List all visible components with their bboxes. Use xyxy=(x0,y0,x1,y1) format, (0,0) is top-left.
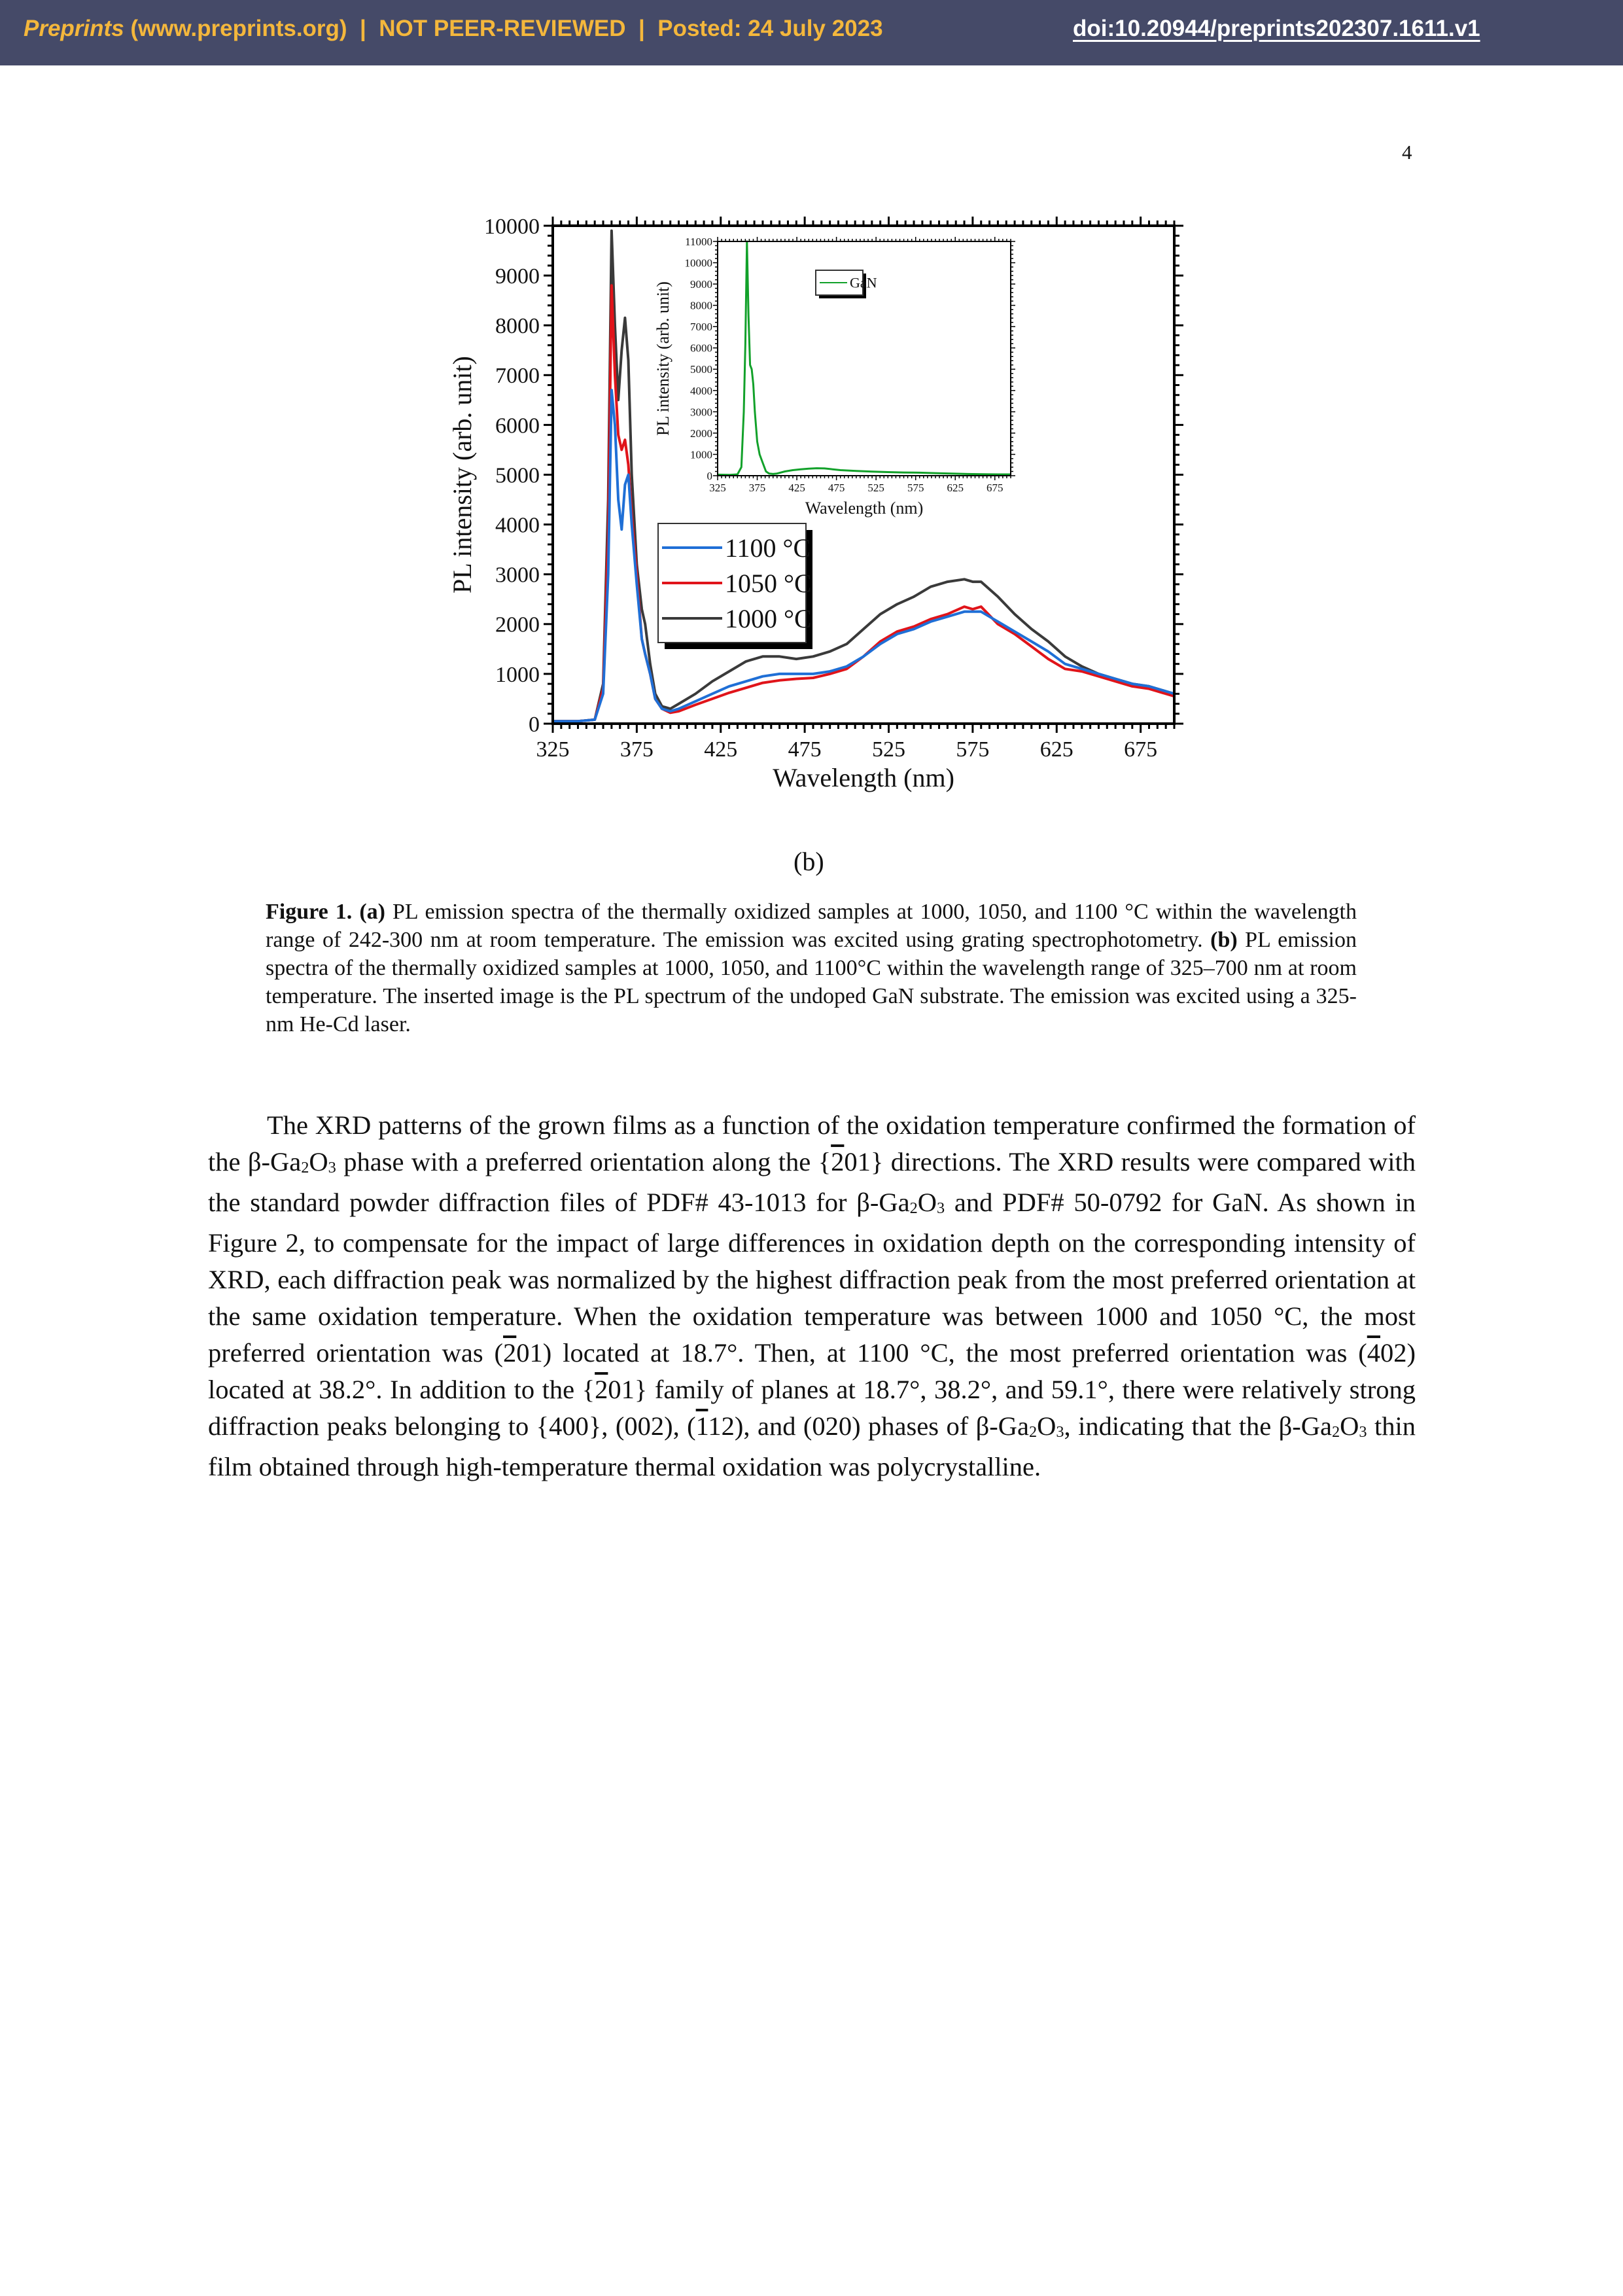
banner-status: (www.preprints.org) | NOT PEER-REVIEWED | Posted: 24 July 2023 xyxy=(124,16,883,41)
caption-part-a-label: (a) xyxy=(359,900,385,924)
text-run: O xyxy=(1037,1411,1056,1441)
y-tick-label: 10000 xyxy=(684,256,712,270)
x-tick-label: 675 xyxy=(1124,737,1158,762)
text-run: O xyxy=(917,1188,937,1217)
x-tick-label: 625 xyxy=(1039,737,1073,762)
y-tick-label: 1000 xyxy=(495,662,540,687)
y-tick-label: 8000 xyxy=(690,299,712,312)
caption-label: Figure 1. xyxy=(266,900,353,924)
x-tick-label: 625 xyxy=(947,482,964,494)
y-tick-label: 4000 xyxy=(690,384,712,397)
text-run: The XRD patterns of the grown films as a function of the oxidation temperature confirmed the formation of the β-Ga xyxy=(208,1110,1416,1176)
x-tick-label: 325 xyxy=(709,482,726,494)
y-tick-label: 7000 xyxy=(495,364,540,389)
banner-brand[interactable]: Preprints xyxy=(24,16,124,41)
x-axis-title: Wavelength (nm) xyxy=(805,499,924,518)
text-run: O xyxy=(1340,1411,1359,1441)
overbar-digit: 2 xyxy=(595,1375,608,1404)
subscript: 2 xyxy=(1028,1422,1038,1441)
subscript: 2 xyxy=(909,1199,918,1217)
y-tick-label: 0 xyxy=(529,712,540,737)
x-tick-label: 375 xyxy=(620,737,654,762)
x-tick-label: 525 xyxy=(867,482,884,494)
y-tick-label: 4000 xyxy=(495,513,540,538)
y-axis-title: PL intensity (arb. unit) xyxy=(654,281,672,436)
legend-entry: 1100 °C xyxy=(725,533,811,563)
x-tick-label: 475 xyxy=(788,737,822,762)
y-tick-label: 9000 xyxy=(690,278,712,291)
legend-entry: 1000 °C xyxy=(725,604,812,633)
y-tick-label: 8000 xyxy=(495,314,540,339)
overbar-digit: 1 xyxy=(695,1411,708,1441)
subscript: 3 xyxy=(937,1199,945,1217)
y-tick-label: 1000 xyxy=(690,448,712,461)
text-run: 01} family of planes at 18.7°, 38.2°, and 59.1°, there were relatively strong diffraction peaks belonging to {400}, (002), ( xyxy=(208,1375,1416,1441)
doi-link[interactable]: doi:10.20944/preprints202307.1611.v1 xyxy=(1073,16,1480,41)
y-tick-label: 6000 xyxy=(690,342,712,355)
banner-info xyxy=(24,16,883,42)
y-tick-label: 2000 xyxy=(495,612,540,637)
caption-part-b-label: (b) xyxy=(1210,928,1238,952)
body-paragraph xyxy=(208,1107,1416,1485)
subscript: 3 xyxy=(1359,1422,1367,1441)
caption-part-b-text: PL emission spectra of the thermally oxidized samples at 1000, 1050, and 1100°C within the wavelength range of 325–700 nm at room temperature. The inserted image is the PL spectrum of the undoped GaN substrate. The emission was excited using a 325-nm He-Cd laser. xyxy=(266,928,1357,1036)
x-tick-label: 525 xyxy=(872,737,906,762)
overbar-digit: 2 xyxy=(503,1338,517,1368)
y-tick-label: 6000 xyxy=(495,414,540,438)
overbar-digit: 4 xyxy=(1367,1338,1380,1368)
x-tick-label: 475 xyxy=(828,482,845,494)
y-tick-label: 3000 xyxy=(690,406,712,419)
x-tick-label: 675 xyxy=(986,482,1003,494)
x-tick-label: 425 xyxy=(788,482,805,494)
x-tick-label: 575 xyxy=(907,482,924,494)
y-tick-label: 5000 xyxy=(690,363,712,376)
y-tick-label: 10000 xyxy=(484,214,540,239)
figure-panel-label: (b) xyxy=(794,847,824,876)
text-run: , indicating that the β-Ga xyxy=(1064,1411,1332,1441)
x-axis-title: Wavelength (nm) xyxy=(773,763,954,792)
text-run: 12), and (020) phases of β-Ga xyxy=(708,1411,1029,1441)
y-tick-label: 0 xyxy=(707,469,712,482)
y-tick-label: 2000 xyxy=(690,427,712,440)
page-number: 4 xyxy=(1402,141,1412,164)
x-tick-label: 425 xyxy=(704,737,738,762)
figure-caption xyxy=(266,898,1357,1038)
x-tick-label: 325 xyxy=(536,737,570,762)
paragraph-xrd xyxy=(208,1107,1416,1485)
text-run: 02) located at 38.2°. In addition to the { xyxy=(208,1338,1416,1404)
subscript: 2 xyxy=(1331,1422,1340,1441)
legend-entry: GaN xyxy=(850,274,877,291)
x-tick-label: 375 xyxy=(748,482,766,494)
x-tick-label: 575 xyxy=(956,737,990,762)
text-run: O xyxy=(309,1147,328,1176)
text-run: phase with a preferred orientation along the { xyxy=(336,1147,831,1176)
preprints-banner xyxy=(0,0,1623,65)
y-tick-label: 5000 xyxy=(495,463,540,488)
text-run: 01) located at 18.7°. Then, at 1100 °C, the most preferred orientation was ( xyxy=(516,1338,1367,1368)
caption-part-a-text: PL emission spectra of the thermally oxidized samples at 1000, 1050, and 1100 °C within the wavelength range of 242-300 nm at room temperature. The emission was excited using grating spectrophotometry. xyxy=(266,900,1357,952)
y-tick-label: 9000 xyxy=(495,264,540,289)
y-tick-label: 7000 xyxy=(690,321,712,334)
y-tick-label: 3000 xyxy=(495,563,540,588)
text-run: and PDF# 50-0792 for GaN. As shown in Figure 2, to compensate for the impact of large differences in oxidation depth on the corresponding intensity of XRD, each diffraction peak was normalized by the highest diffraction peak from the most preferred orientation at the same oxidation temperature. When the oxidation temperature was between 1000 and 1050 °C, the most preferred orientation was ( xyxy=(208,1188,1416,1368)
pl-spectra-chart xyxy=(432,196,1223,851)
subscript: 3 xyxy=(328,1158,336,1176)
y-tick-label: 11000 xyxy=(685,235,712,248)
text-run: thin film obtained through high-temperature thermal oxidation was polycrystalline. xyxy=(208,1411,1416,1481)
text-run: 01} directions. The XRD results were compared with the standard powder diffraction files of PDF# 43-1013 for β-Ga xyxy=(208,1147,1416,1217)
subscript: 2 xyxy=(301,1158,309,1176)
legend-entry: 1050 °C xyxy=(725,569,812,598)
overbar-digit: 2 xyxy=(831,1147,845,1176)
subscript: 3 xyxy=(1056,1422,1064,1441)
figure-1b-chart xyxy=(432,196,1223,851)
y-axis-title: PL intensity (arb. unit) xyxy=(447,356,477,593)
